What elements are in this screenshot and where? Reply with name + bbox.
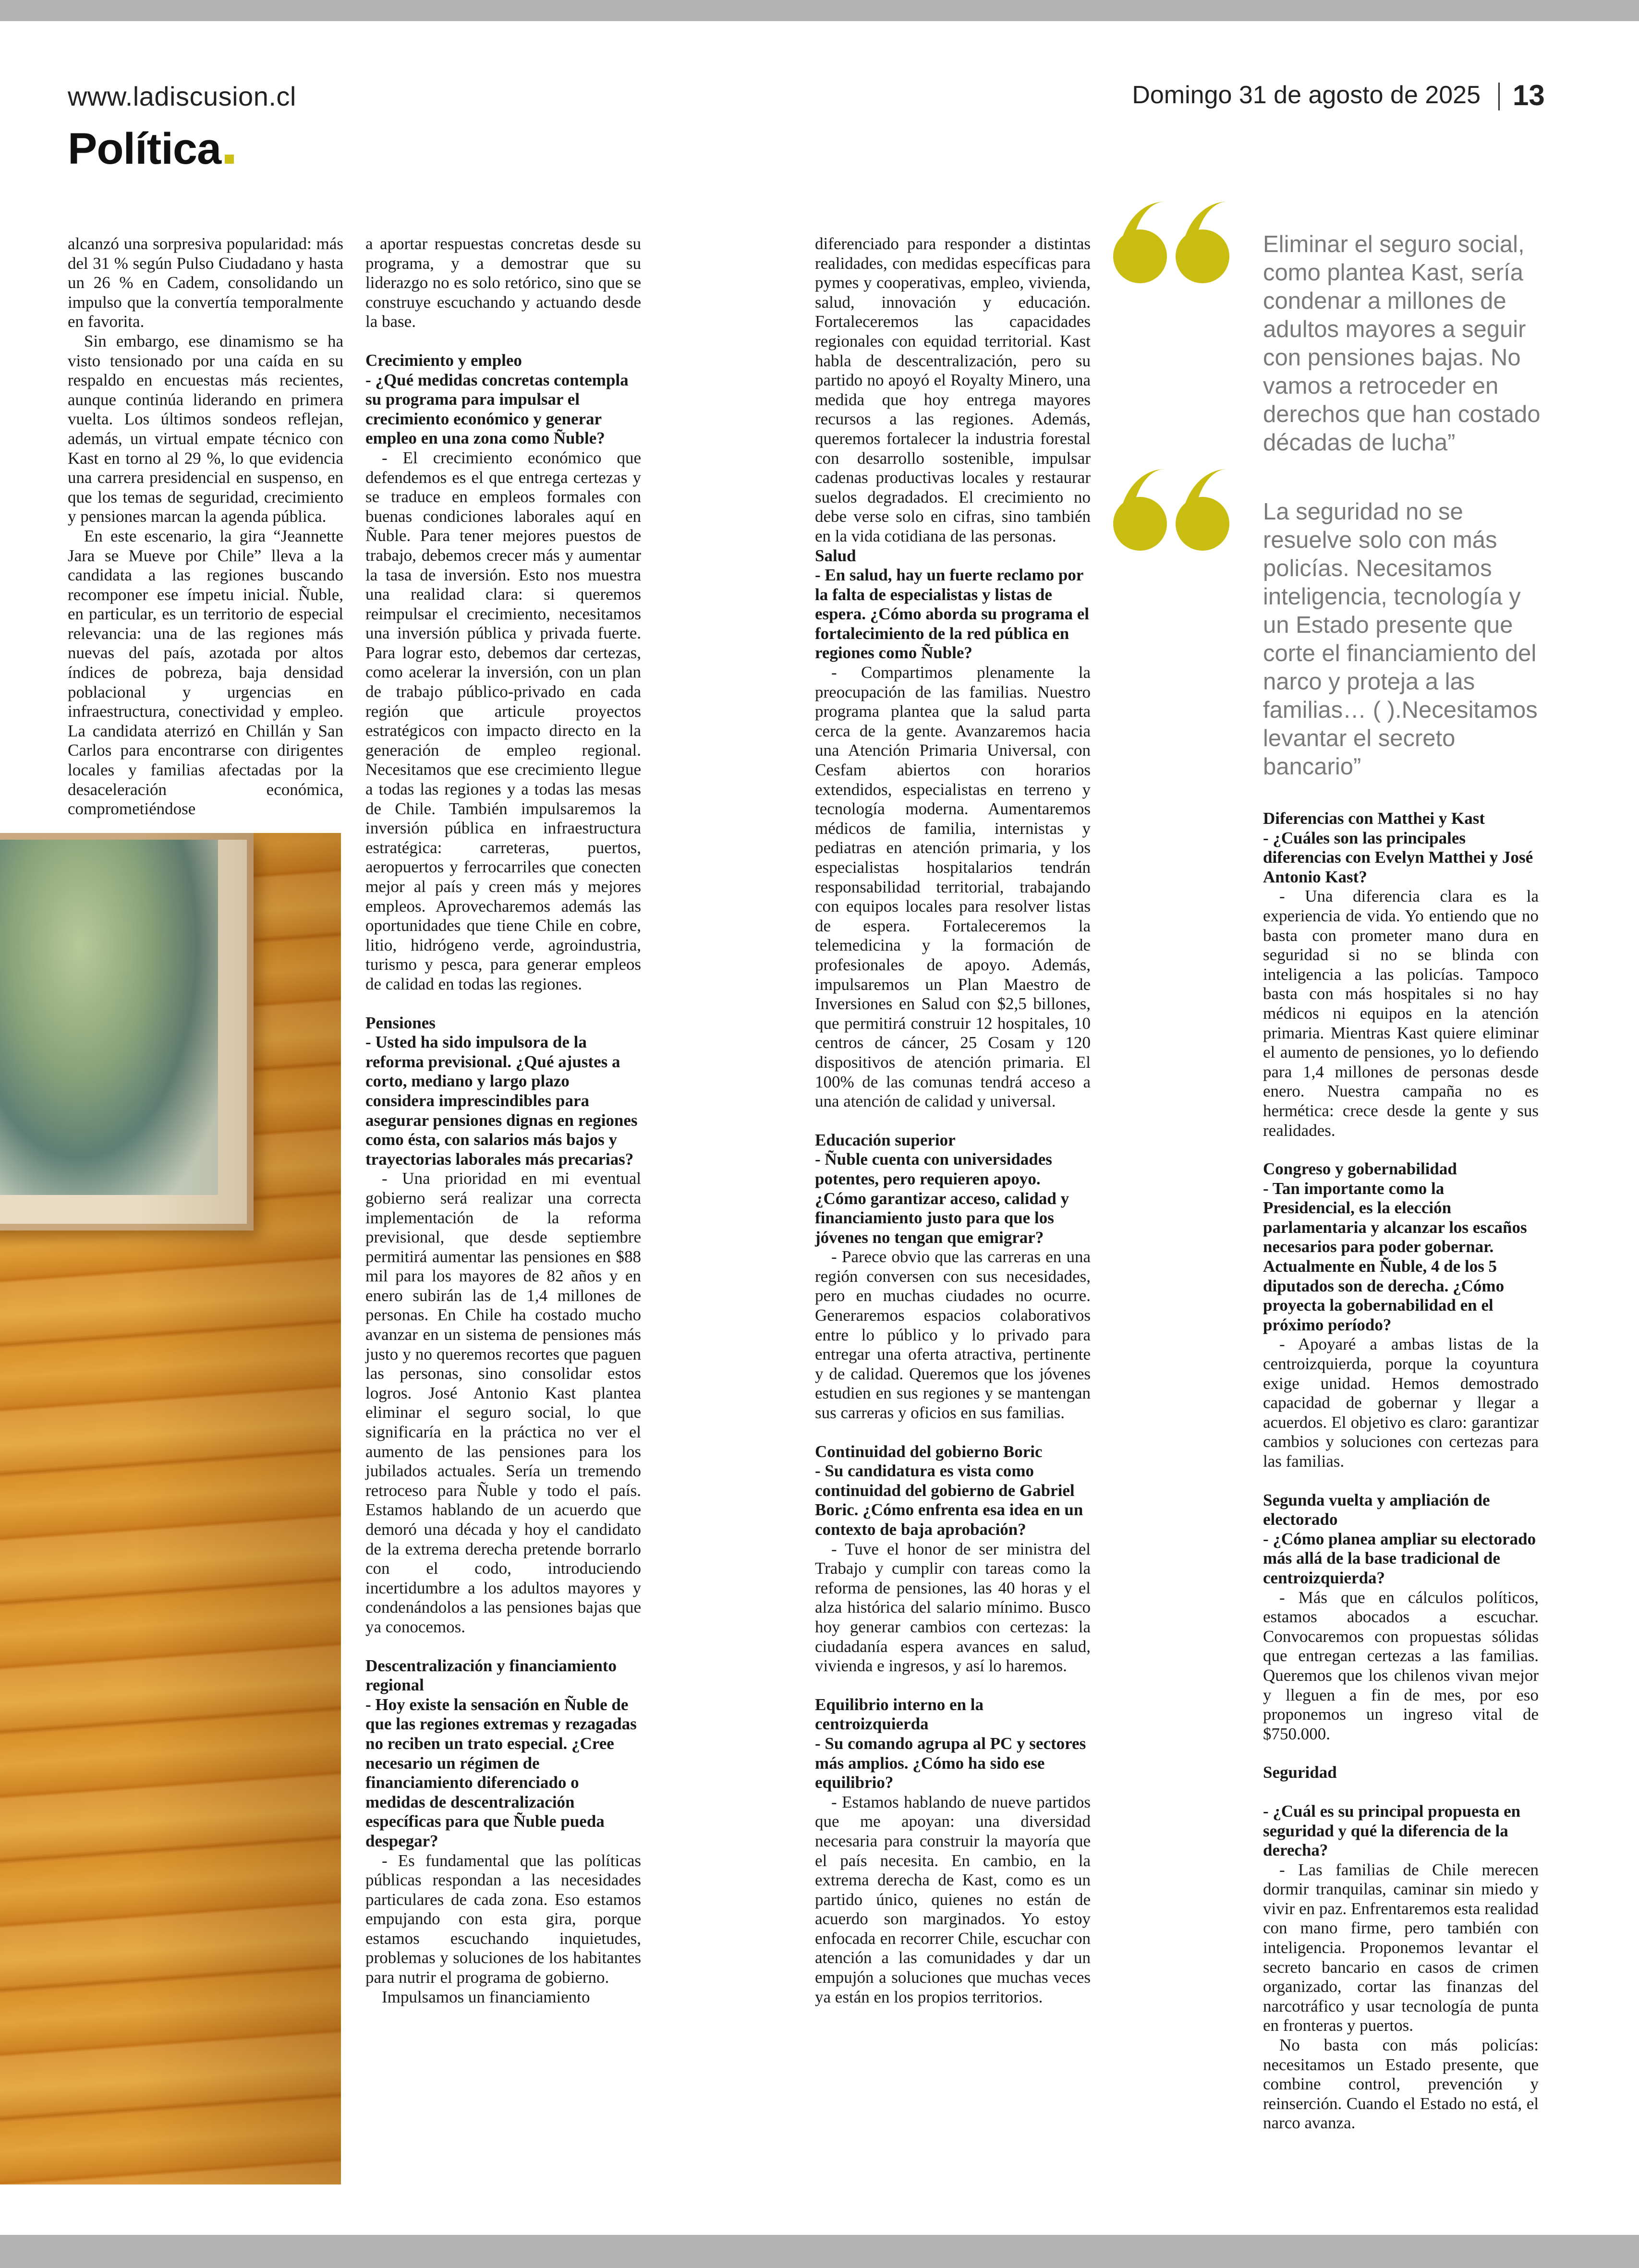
column-1 <box>68 234 343 819</box>
paragraph: diferenciado para responder a distintas realidades, con medidas específicas para pymes y cooperativas, empleo, vivienda, salud, innovación y educación. Fortaleceremos las capacidades regionales con equidad territorial. Kast habla de descentralización, pero su partido no apoyó el Royalty Minero, una medida que hoy entrega mayores recursos a las regiones. Además, queremos fortalecer la industria forestal con desarrollo sostenible, impulsar cadenas productivas locales y restaurar suelos degradados. El crecimiento no debe verse solo en cifras, sino también en la vida cotidiana de las personas. <box>815 234 1091 545</box>
pull-quote-1: Eliminar el seguro social, como plantea Kast, sería condenar a millones de adultos mayores a seguir con pensiones bajas. No vamos a retroceder en derechos que han costado décadas de lucha” <box>1263 231 1541 456</box>
answer: - Una diferencia clara es la experiencia de vida. Yo entiendo que no basta con prometer mano dura en seguridad si no se blinda con inteligencia a las policías. Tampoco basta con más hospitales si no hay médicos ni equipos en la atención primaria. Mientras Kast quiere eliminar el aumento de pensiones, yo lo defiendo para 1,4 millones de personas desde enero. Nuestra campaña no es hermética: crece desde la gente y sus realidades. <box>1263 887 1539 1140</box>
quote-mark-icon <box>1113 229 1238 297</box>
subheading-educacion: Educación superior <box>815 1130 956 1149</box>
question: - ¿Cómo planea ampliar su electorado más allá de la base tradicional de centroizquierda? <box>1263 1529 1536 1587</box>
photo-shade <box>0 833 341 2184</box>
question: - ¿Qué medidas concretas contempla su programa para impulsar el crecimiento económico y generar empleo en una zona como Ñuble? <box>365 370 629 448</box>
answer: - Las familias de Chile merecen dormir tranquilas, caminar sin miedo y vivir en paz. Enfrentaremos esta realidad con mano firme, pero también con inteligencia. Proponemos levantar el secreto bancario en casos de crimen organizado, cortar las finanzas del narcotráfico y usar tecnología de punta en fronteras y puertos. <box>1263 1860 1539 2035</box>
wood-wall-photo <box>0 833 341 2184</box>
question: - ¿Cuáles son las principales diferencias con Evelyn Matthei y José Antonio Kast? <box>1263 828 1533 886</box>
question: - ¿Cuál es su principal propuesta en seguridad y qué la diferencia de la derecha? <box>1263 1801 1521 1860</box>
question: - Su comando agrupa al PC y sectores más amplios. ¿Cómo ha sido ese equilibrio? <box>815 1734 1086 1792</box>
answer: - Compartimos plenamente la preocupación de las familias. Nuestro programa plantea que la salud parta cerca de la gente. Avanzaremos hacia una Atención Primaria Universal, con Cesfam abiertos con horarios extendidos, especialistas en terreno y tecnología moderna. Aumentaremos médicos de familia, internistas y pediatras en atención primaria, y los especialistas hospitalarios tendrán responsabilidad territorial, trabajando con equipos locales para resolver listas de espera. Fortaleceremos la telemedicina y la formación de profesionales de apoyo. Además, impulsaremos un Plan Maestro de Inversiones en Salud con $2,5 billones, que permitirá construir 12 hospitales, 10 centros de cáncer, 25 Cosam y 120 dispositivos de atención primaria. El 100% de las comunas tendrá acceso a una atención de calidad y universal. <box>815 663 1091 1111</box>
top-band <box>0 0 1639 21</box>
section-title <box>68 124 234 174</box>
question: - Usted ha sido impulsora de la reforma previsional. ¿Qué ajustes a corto, mediano y largo plazo considera imprescindibles para asegurar pensiones dignas en regiones como ésta, con salarios más bajos y trayectorias laborales más precarias? <box>365 1033 638 1169</box>
answer: No basta con más policías: necesitamos un Estado presente, que combine control, prevención y reinserción. Cuando el Estado no está, el narco avanza. <box>1263 2036 1539 2133</box>
pull-quote-2: La seguridad no se resuelve solo con más policías. Necesitamos inteligencia, tecnología y un Estado presente que corte el financiamiento del narco y proteja a las familias… ( ).Necesitamos levantar el secreto bancario” <box>1263 499 1538 780</box>
answer: - Parece obvio que las carreras en una región conversen con sus necesidades, pero en muchas ciudades no ocurre. Generaremos espacios colaborativos entre lo público y lo privado para entregar una oferta atractiva, pertinente y de calidad. Queremos que los jóvenes estudien en sus regiones y se mantengan sus carreras y oficios en sus familias. <box>815 1247 1091 1423</box>
question: - Su candidatura es vista como continuidad del gobierno de Gabriel Boric. ¿Cómo enfrenta esa idea en un contexto de baja aprobación? <box>815 1461 1083 1539</box>
paragraph: En este escenario, la gira “Jeannette Jara se Mueve por Chile” lleva a la candidata a las regiones buscando recomponer ese ímpetu inicial. Ñuble, en particular, es un territorio de especial relevancia: una de las regiones más nuevas del país, azotada por altos índices de pobreza, baja densidad poblacional y urgencias en infraestructura, conectividad y empleo. La candidata aterrizó en Chillán y San Carlos para encontrarse con dirigentes locales y familias afectadas por la desaceleración económica, comprometiéndose <box>68 526 343 819</box>
subheading-descentralizacion: Descentralización y financiamiento regional <box>365 1656 617 1695</box>
section-dot-icon <box>225 155 234 164</box>
question: - Hoy existe la sensación en Ñuble de que las regiones extremas y rezagadas no reciben un trato especial. ¿Cree necesario un régimen de financiamiento diferenciado o medidas de descentralización específicas para que Ñuble pueda despegar? <box>365 1695 637 1850</box>
subheading-segunda-vuelta: Segunda vuelta y ampliación de electorado <box>1263 1490 1490 1529</box>
subheading-boric: Continuidad del gobierno Boric <box>815 1442 1043 1461</box>
subheading-diferencias: Diferencias con Matthei y Kast <box>1263 809 1485 828</box>
answer: - Es fundamental que las políticas públicas respondan a las necesidades particulares de cada zona. Eso estamos empujando con esta gira, porque estamos escuchando inquietudes, problemas y soluciones de los habitantes para nutrir el programa de gobierno. <box>365 1851 641 1987</box>
header-separator <box>1498 83 1500 110</box>
answer: - Tuve el honor de ser ministra del Trabajo y cumplir con tareas como la reforma de pensiones, las 40 horas y el alza histórica del salario mínimo. Busco hoy generar cambios con certezas: la ciudadanía espera avances en salud, vivienda e ingresos, y así lo haremos. <box>815 1539 1091 1676</box>
section-label: Política <box>68 124 221 173</box>
column-3 <box>815 234 1091 2007</box>
subheading-equilibrio: Equilibrio interno en la centroizquierda <box>815 1695 984 1734</box>
column-2 <box>365 234 641 2007</box>
subheading-pensiones: Pensiones <box>365 1013 436 1032</box>
answer: - Una prioridad en mi eventual gobierno será realizar una correcta implementación de la reforma previsional, que desde septiembre permitirá aumentar las pensiones en $88 mil para los mayores de 82 años y en enero subirán las de 1,4 millones de personas. En Chile ha costado mucho avanzar en un sistema de pensiones más justo y no queremos recortes que paguen las personas, sino consolidar estos logros. José Antonio Kast plantea eliminar el seguro social, lo que significaría en la práctica no ver el aumento de las pensiones para los jubilados actuales. Sería un tremendo retroceso para Ñuble y todo el país. Estamos hablando de un acuerdo que demoró una década y hoy el candidato de la extrema derecha pretende borrarlo con el codo, introduciendo incertidumbre a los adultos mayores y condenándolos a las pensiones bajas que ya conocemos. <box>365 1169 641 1636</box>
answer: - El crecimiento económico que defendemos es el que entrega certezas y se traduce en empleos formales con buenas condiciones laborales aquí en Ñuble. Para tener mejores puestos de trabajo, debemos crecer más y aumentar la tasa de inversión. Esto nos muestra una realidad clara: si queremos reimpulsar el crecimiento, necesitamos una inversión pública y privada fuerte. Para lograr esto, debemos dar certezas, como acelerar la inversión, con un plan de trabajo público-privado en cada región que articule proyectos estratégicos con impacto directo en la generación de empleo regional. Necesitamos que ese crecimiento llegue a todas las regiones y a todas las mesas de Chile. También impulsaremos la inversión pública en infraestructura estratégica: carreteras, puertos, aeropuertos y ferrocarriles que conecten mejor al país y creen más y mejores empleos. Aprovecharemos además las oportunidades que tiene Chile en cobre, litio, hidrógeno verde, agroindustria, turismo y pesca, para generar empleos de calidad en todas las regiones. <box>365 448 641 993</box>
paragraph: a aportar respuestas concretas desde su programa, y a demostrar que su liderazgo no es solo retórico, sino que se construye escuchando y actuando desde la base. <box>365 234 641 331</box>
answer: - Más que en cálculos políticos, estamos abocados a escuchar. Convocaremos con propuestas sólidas que entregan certezas a las familias. Queremos que los chilenos vivan mejor y lleguen a fin de mes, por eso proponemos un ingreso vital de $750.000. <box>1263 1588 1539 1743</box>
subheading-congreso: Congreso y gobernabilidad <box>1263 1159 1457 1179</box>
question: - En salud, hay un fuerte reclamo por la falta de especialistas y listas de espera. ¿Cómo aborda su programa el fortalecimiento de la red pública en regiones como Ñuble? <box>815 566 1089 663</box>
question: - Ñuble cuenta con universidades potentes, pero requieren apoyo. ¿Cómo garantizar acceso, calidad y financiamiento justo para que los jóvenes no tengan que emigrar? <box>815 1150 1069 1247</box>
spacer <box>1263 1783 1539 1802</box>
page-number: 13 <box>1513 79 1545 111</box>
quote-mark-icon <box>1113 497 1238 564</box>
question: - Tan importante como la Presidencial, es la elección parlamentaria y alcanzar los escaños necesarios para poder gobernar. Actualmente en Ñuble, 4 de los 5 diputados son de derecha. ¿Cómo proyecta la gobernabilidad en el próximo período? <box>1263 1179 1527 1334</box>
answer: Impulsamos un financiamiento <box>382 1987 590 2006</box>
answer: - Apoyaré a ambas listas de la centroizquierda, porque la coyuntura exige unidad. Hemos demostrado capacidad de gobernar y llegar a acuerdos. El objetivo es claro: garantizar cambios y soluciones con certezas para las familias. <box>1263 1335 1539 1471</box>
answer: - Estamos hablando de nueve partidos que me apoyan: una diversidad necesaria para construir la mayoría que el país necesita. En cambio, en la extrema derecha de Kast, como es un partido único, quienes no están de acuerdo son marginados. Yo estoy enfocada en recorrer Chile, escuchar con atención a las comunidades y dar un empujón a soluciones que muchas veces ya están en los propios territorios. <box>815 1792 1091 2006</box>
subheading-seguridad: Seguridad <box>1263 1763 1337 1782</box>
subheading-crecimiento: Crecimiento y empleo <box>365 350 522 370</box>
site-url: www.ladiscusion.cl <box>68 81 296 111</box>
date-line: Domingo 31 de agosto de 2025 <box>1132 81 1481 109</box>
subheading-salud: Salud <box>815 546 856 565</box>
paragraph: alcanzó una sorpresiva popularidad: más del 31 % según Pulso Ciudadano y hasta un 26 % en Cadem, consolidando un impulso que la convertía temporalmente en favorita. <box>68 234 343 331</box>
bottom-band <box>0 2235 1639 2268</box>
column-4 <box>1263 809 1539 2133</box>
paragraph: Sin embargo, ese dinamismo se ha visto tensionado por una caída en su respaldo en encuestas más recientes, aunque continúa liderando en primera vuelta. Los últimos sondeos reflejan, además, un virtual empate técnico con Kast en torno al 29 %, lo que evidencia una carrera presidencial en suspenso, en que los temas de seguridad, crecimiento y pensiones marcan la agenda pública. <box>68 331 343 526</box>
